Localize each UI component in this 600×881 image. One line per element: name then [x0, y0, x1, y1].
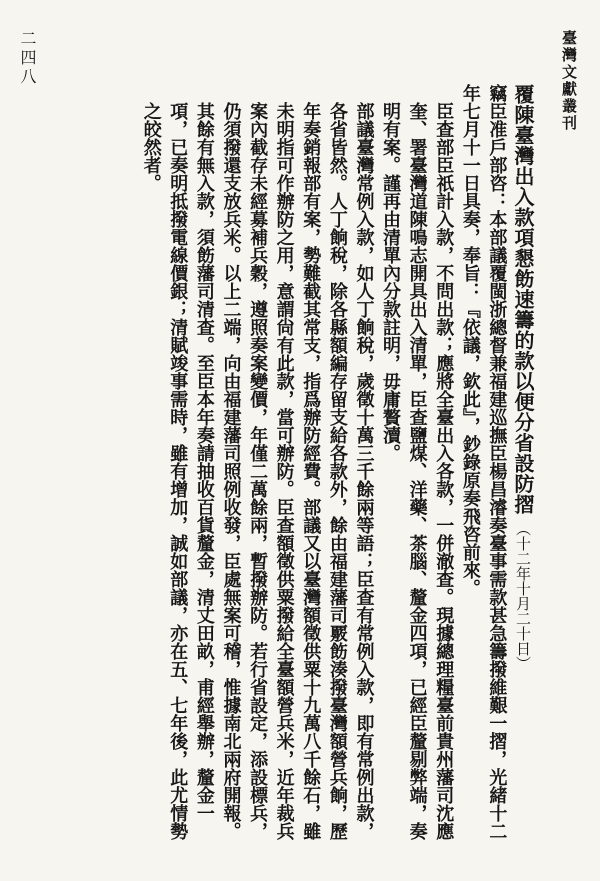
document-title: 覆陳臺灣出入款項懇飭速籌的款以便分省設防摺: [511, 84, 535, 515]
paragraph-2: 臣查部臣祇計入款，不問出款；應將全臺出入各款，一併澈查。現據總理糧臺前貴州藩司沈應奎、署臺灣道陳鳴志開具出入清單，臣查鹽煤、洋藥、茶腦、釐金四項，已經臣釐剔弊端，奏明有案。謹再由清單內分款註明，毋庸贅瀆。: [380, 102, 455, 840]
paragraph-3: 部議臺灣常例入款，如人丁餉稅，歲徵十萬三千餘兩等語；臣查有常例入款，即有常例出款，各省皆然。人丁餉稅，除各縣額編存留支給各款外，餘由福建藩司覈飭湊撥臺灣額營兵餉，歷年奏銷報部有案，勢難截其常支，指爲辦防經費。部議又以臺灣額徵供粟十九萬八千餘石，雖未明指可作辦防之用，意謂尙有此款，當可辦防。臣查額徵供粟撥給全臺額營兵米，近年裁兵案內截存未經募補兵穀，遵照奏案變價，年僅二萬餘兩，暫撥辦防。若行省設定，添設標兵，仍須撥還支放兵米。以上二端，向由福建藩司照例收發，臣處無案可稽，惟據南北兩府開報。其餘有無入款，須飭藩司清查。至臣本年奏請抽收百貨釐金，清丈田畝，甫經舉辦，釐金一項，已奏明抵撥電線價銀；清賦竣事需時，雖有增加，誠如部議，亦在五、七年後，此尤情勢之皎然者。: [140, 102, 375, 840]
document-body: [36, 84, 536, 854]
page-number: 二四八: [18, 30, 37, 87]
title-date: （十二年十月二十日）: [514, 520, 532, 671]
title-column: [509, 84, 536, 854]
paragraph-1: 竊臣准戶部咨：本部議覆閩浙總督兼福建巡撫臣楊昌濬奏臺事需款甚急籌撥維艱一摺，光緒十二年七月十一日具奏，奉旨：『依議，欽此』，鈔錄原奏飛咨前來。: [459, 84, 508, 840]
series-title: 臺灣文獻叢刊: [560, 30, 578, 132]
